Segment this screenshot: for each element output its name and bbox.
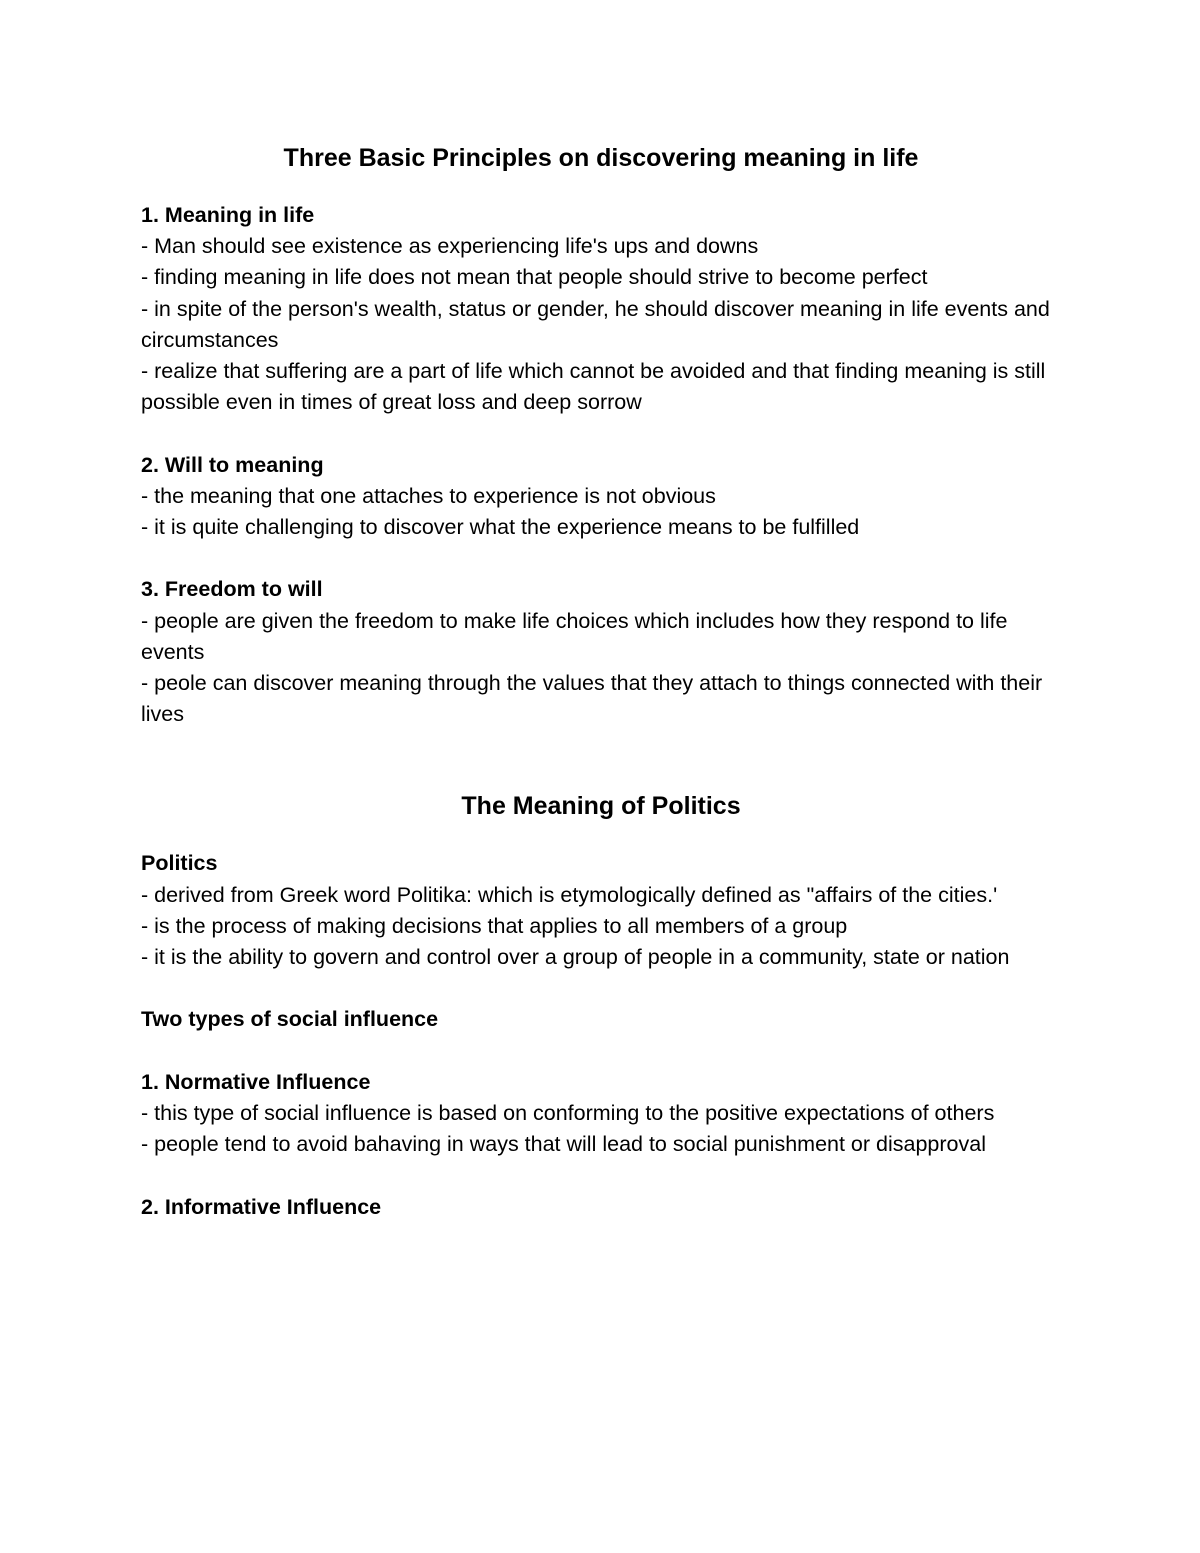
principle-freedom-to-will: [141, 574, 1061, 730]
subsection-heading: Two types of social influence: [141, 1007, 439, 1032]
bullet-line: - it is quite challenging to discover what the experience means to be fulfilled: [141, 515, 860, 540]
informative-influence: [141, 1192, 1061, 1223]
bullet-line: - it is the ability to govern and control over a group of people in a community, state or nation: [141, 945, 1010, 970]
bullet-line: - Man should see existence as experiencing life's ups and downs: [141, 234, 759, 259]
bullet-line: - this type of social influence is based on conforming to the positive expectations of others: [141, 1101, 995, 1126]
page-title: Three Basic Principles on discovering meaning in life: [283, 144, 919, 172]
document-page: [141, 138, 1061, 1223]
bullet-line: - people are given the freedom to make life choices which includes how they respond to life events: [141, 608, 1008, 664]
bullet-line: - the meaning that one attaches to experience is not obvious: [141, 483, 716, 508]
bullet-line: - derived from Greek word Politika: which is etymologically defined as "affairs of the cities.': [141, 882, 998, 907]
bullet-line: - people tend to avoid bahaving in ways that will lead to social punishment or disapproval: [141, 1132, 986, 1157]
principle-will-to-meaning: [141, 450, 1061, 544]
section-heading: Politics: [141, 851, 218, 876]
bullet-line: - realize that suffering are a part of life which cannot be avoided and that finding meaning is still possible even in times of great loss and deep sorrow: [141, 359, 1046, 415]
spacer: [141, 1160, 1061, 1191]
spacer: [141, 973, 1061, 1004]
bullet-line: - in spite of the person's wealth, status or gender, he should discover meaning in life events and circumstances: [141, 296, 1050, 352]
section-heading: 1. Meaning in life: [141, 203, 315, 227]
bullet-line: - is the process of making decisions that applies to all members of a group: [141, 913, 848, 938]
section-heading: 2. Will to meaning: [141, 452, 324, 477]
section-title: The Meaning of Politics: [461, 792, 741, 821]
bullet-line: - finding meaning in life does not mean that people should strive to become perfect: [141, 265, 928, 290]
principle-meaning-in-life: [141, 200, 1061, 418]
normative-influence: [141, 1067, 1061, 1161]
section-heading: 2. Informative Influence: [141, 1194, 382, 1219]
spacer: [141, 543, 1061, 574]
spacer: [141, 1036, 1061, 1067]
spacer: [141, 418, 1061, 449]
politics-definition: [141, 848, 1061, 973]
bullet-line: - peole can discover meaning through the values that they attach to things connected with their lives: [141, 671, 1043, 727]
section-heading: 1. Normative Influence: [141, 1069, 371, 1094]
section-heading: 3. Freedom to will: [141, 577, 323, 602]
